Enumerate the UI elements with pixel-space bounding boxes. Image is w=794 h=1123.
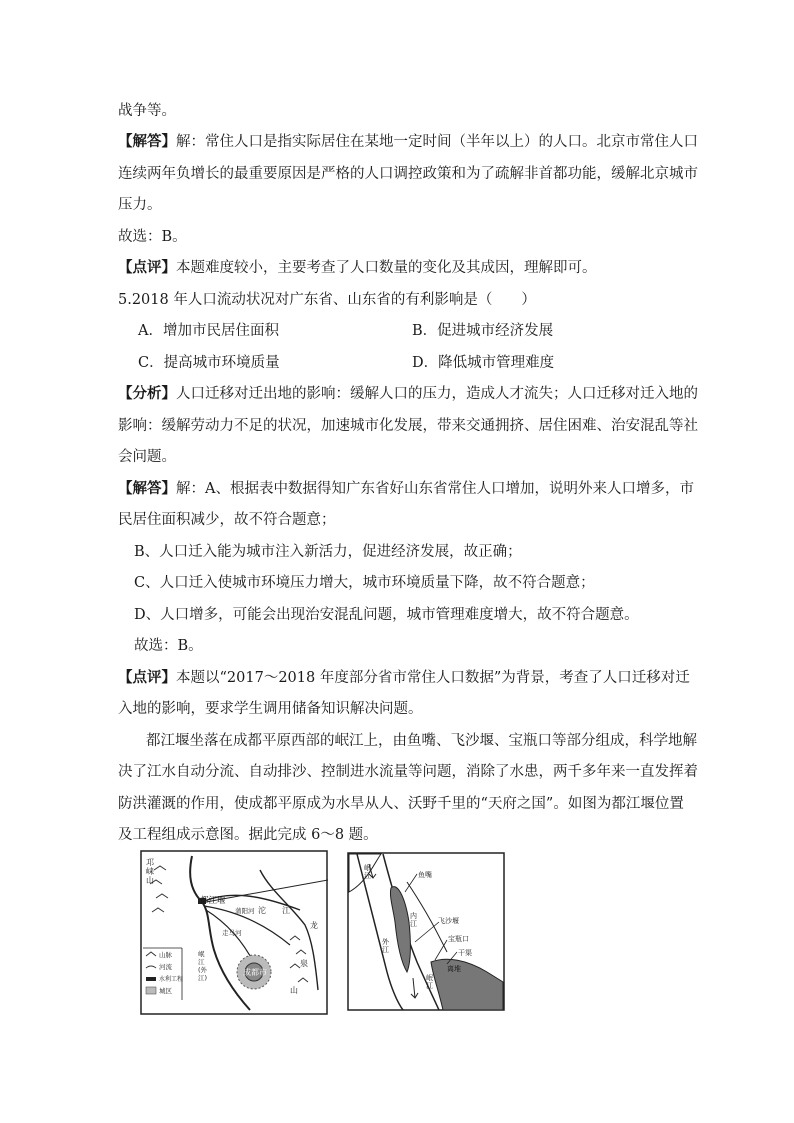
paragraph-text: 会问题。 (118, 449, 176, 465)
analysis-text: 人口迁移对迁出地的影响：缓解人口的压力，造成人才流失；人口迁移对迁入地的 (176, 386, 698, 402)
legend-river: 河流 (159, 963, 172, 971)
paragraph-text: B、人口迁入能为城市注入新活力，促进经济发展，故正确； (134, 544, 522, 560)
legend-city: 城区 (159, 987, 172, 995)
paragraph-text: 及工程组成示意图。据此完成 6～8 题。 (118, 827, 378, 843)
label-minjiang-bottom: 岷江 (426, 974, 433, 990)
option-c: C．提高城市环境质量 (138, 355, 280, 371)
label-chengdu: 成都市 (243, 968, 267, 977)
paragraph-text: 入地的影响，要求学生调用储备知识解决问题。 (118, 701, 423, 717)
legend-mountain: 山脉 (159, 951, 172, 959)
paragraph-text: 战争等。 (118, 103, 176, 119)
comment-line (118, 668, 690, 688)
label-quan: 泉 (300, 959, 308, 968)
comment-text: 本题难度较小，主要考查了人口数量的变化及其成因，理解即可。 (176, 260, 597, 276)
analysis-line (118, 384, 698, 404)
label-lidui: 离堆 (447, 965, 461, 973)
paragraph-text: 都江堰坐落在成都平原西部的岷江上，由鱼嘴、飞沙堰、宝瓶口等部分组成，科学地解 (146, 733, 697, 749)
label-ganqu: 干渠 (458, 949, 472, 957)
answer-text: 解：A、根据表中数据得知广东省好山东省常住人口增加，说明外来人口增多，市 (176, 481, 694, 497)
answer-tag: 【解答】 (118, 134, 176, 150)
paragraph-text: 影响：缓解劳动力不足的状况，加速城市化发展，带来交通拥挤、居住困难、治安混乱等社 (118, 418, 698, 434)
answer-choice: 故选：B。 (134, 638, 203, 654)
label-puyang: 蒲阳河 (235, 907, 255, 915)
paragraph-text: 决了江水自动分流、自动排沙、控制进水流量等问题，消除了水患，两千多年来一直发挥着 (118, 764, 698, 780)
legend-project: 水利工程 (159, 976, 184, 983)
paragraph-text: D、人口增多，可能会出现治安混乱问题，城市管理难度增大，故不符合题意。 (134, 607, 639, 623)
label-minjiang: 岷江(外江) (198, 950, 208, 982)
label-waijiang: 外江 (382, 938, 389, 954)
answer-text: 解：常住人口是指实际居住在某地一定时间（半年以上）的人口。北京市常住人口 (176, 134, 698, 150)
label-long: 龙 (310, 921, 318, 930)
paragraph-text: 压力。 (118, 197, 162, 213)
label-dujiangyan: 都江堰 (200, 896, 226, 906)
label-mountain: 邛崃山 (146, 858, 154, 885)
answer-choice: 故选：B。 (118, 229, 187, 245)
comment-tag: 【点评】 (118, 260, 176, 276)
label-neijiang: 内江 (410, 912, 417, 928)
label-minjiang-top: 岷江 (364, 864, 371, 880)
label-feishayan: 飞沙堰 (438, 917, 459, 925)
option-a: A．增加市民居住面积 (138, 323, 279, 339)
label-tuojiang: 沱 江 (258, 906, 290, 915)
paragraph-text: 防洪灌溉的作用，使成都平原成为水旱从人、沃野千里的“天府之国”。如图为都江堰位置 (118, 796, 684, 812)
label-shan: 山 (290, 986, 298, 995)
comment-text: 本题以“2017～2018 年度部分省市常住人口数据”为背景，考查了人口迁移对迁 (176, 670, 690, 686)
answer-tag: 【解答】 (118, 481, 176, 497)
dujiangyan-figure (140, 850, 675, 1015)
label-zouma: 走马河 (222, 929, 242, 937)
analysis-tag: 【分析】 (118, 386, 176, 402)
question-5: 5.2018 年人口流动状况对广东省、山东省的有利影响是（ ） (118, 292, 536, 308)
paragraph-text: 连续两年负增长的最重要原因是严格的人口调控政策和为了疏解非首都功能，缓解北京城市 (118, 166, 698, 182)
option-b: B．促进城市经济发展 (412, 323, 554, 339)
paragraph-text: C、人口迁入使城市环境压力增大，城市环境质量下降，故不符合题意； (134, 575, 595, 591)
label-baopingkou: 宝瓶口 (448, 935, 469, 943)
label-yuzui: 鱼嘴 (418, 871, 432, 879)
paragraph-text: 民居住面积减少，故不符合题意； (118, 512, 336, 528)
comment-tag: 【点评】 (118, 670, 176, 686)
answer-line (118, 132, 698, 152)
answer-line (118, 479, 694, 499)
option-d: D．降低城市管理难度 (412, 355, 555, 371)
comment-line (118, 258, 597, 278)
